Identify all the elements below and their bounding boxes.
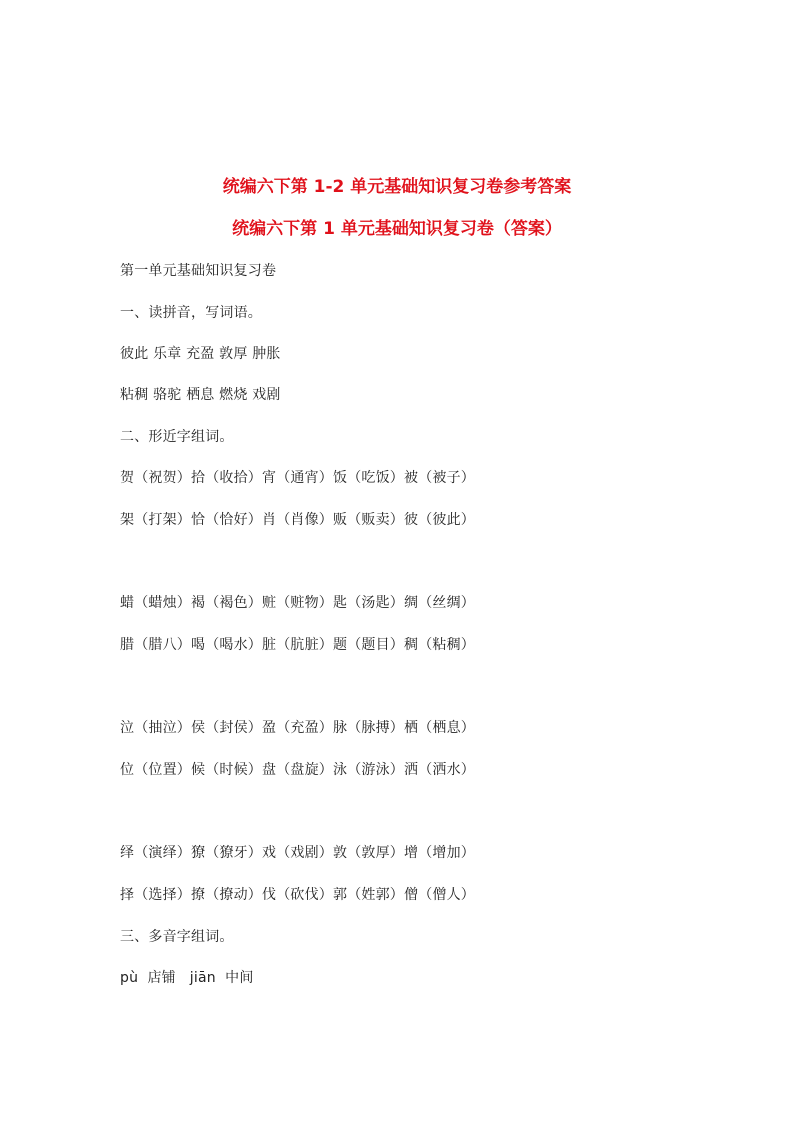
section-heading: 第一单元基础知识复习卷: [120, 263, 277, 279]
part2-row: 贺（祝贺）拾（收拾）宵（通宵）饭（吃饭）被（被子）: [120, 470, 475, 486]
part1-heading: 一、读拼音，写词语。: [120, 305, 262, 321]
part2-row: 腊（腊八）喝（喝水）脏（肮脏）题（题目）稠（粘稠）: [120, 637, 475, 653]
part2-row: 择（选择）撩（撩动）伐（砍伐）郭（姓郭）僧（僧人）: [120, 887, 475, 903]
part3-heading: 三、多音字组词。: [120, 929, 234, 945]
part2-row: 绎（演绎）獠（獠牙）戏（戏剧）敦（敦厚）增（增加）: [120, 845, 475, 861]
part1-row: 彼此 乐章 充盈 敦厚 肿胀: [120, 346, 281, 362]
part2-heading: 二、形近字组词。: [120, 429, 234, 445]
part3-row: pù 店铺 jiān 中间: [120, 970, 254, 986]
part2-row: 架（打架）恰（恰好）肖（肖像）贩（贩卖）彼（彼此）: [120, 512, 475, 528]
document-title: 统编六下第 1-2 单元基础知识复习卷参考答案: [222, 177, 572, 197]
part2-row: 蜡（蜡烛）褐（褐色）赃（赃物）匙（汤匙）绸（丝绸）: [120, 595, 475, 611]
part2-row: 泣（抽泣）侯（封侯）盈（充盈）脉（脉搏）栖（栖息）: [120, 720, 475, 736]
part2-row: 位（位置）候（时候）盘（盘旋）泳（游泳）洒（洒水）: [120, 762, 475, 778]
document-subtitle: 统编六下第 1 单元基础知识复习卷（答案）: [232, 219, 562, 239]
part1-row: 粘稠 骆驼 栖息 燃烧 戏剧: [120, 387, 281, 403]
